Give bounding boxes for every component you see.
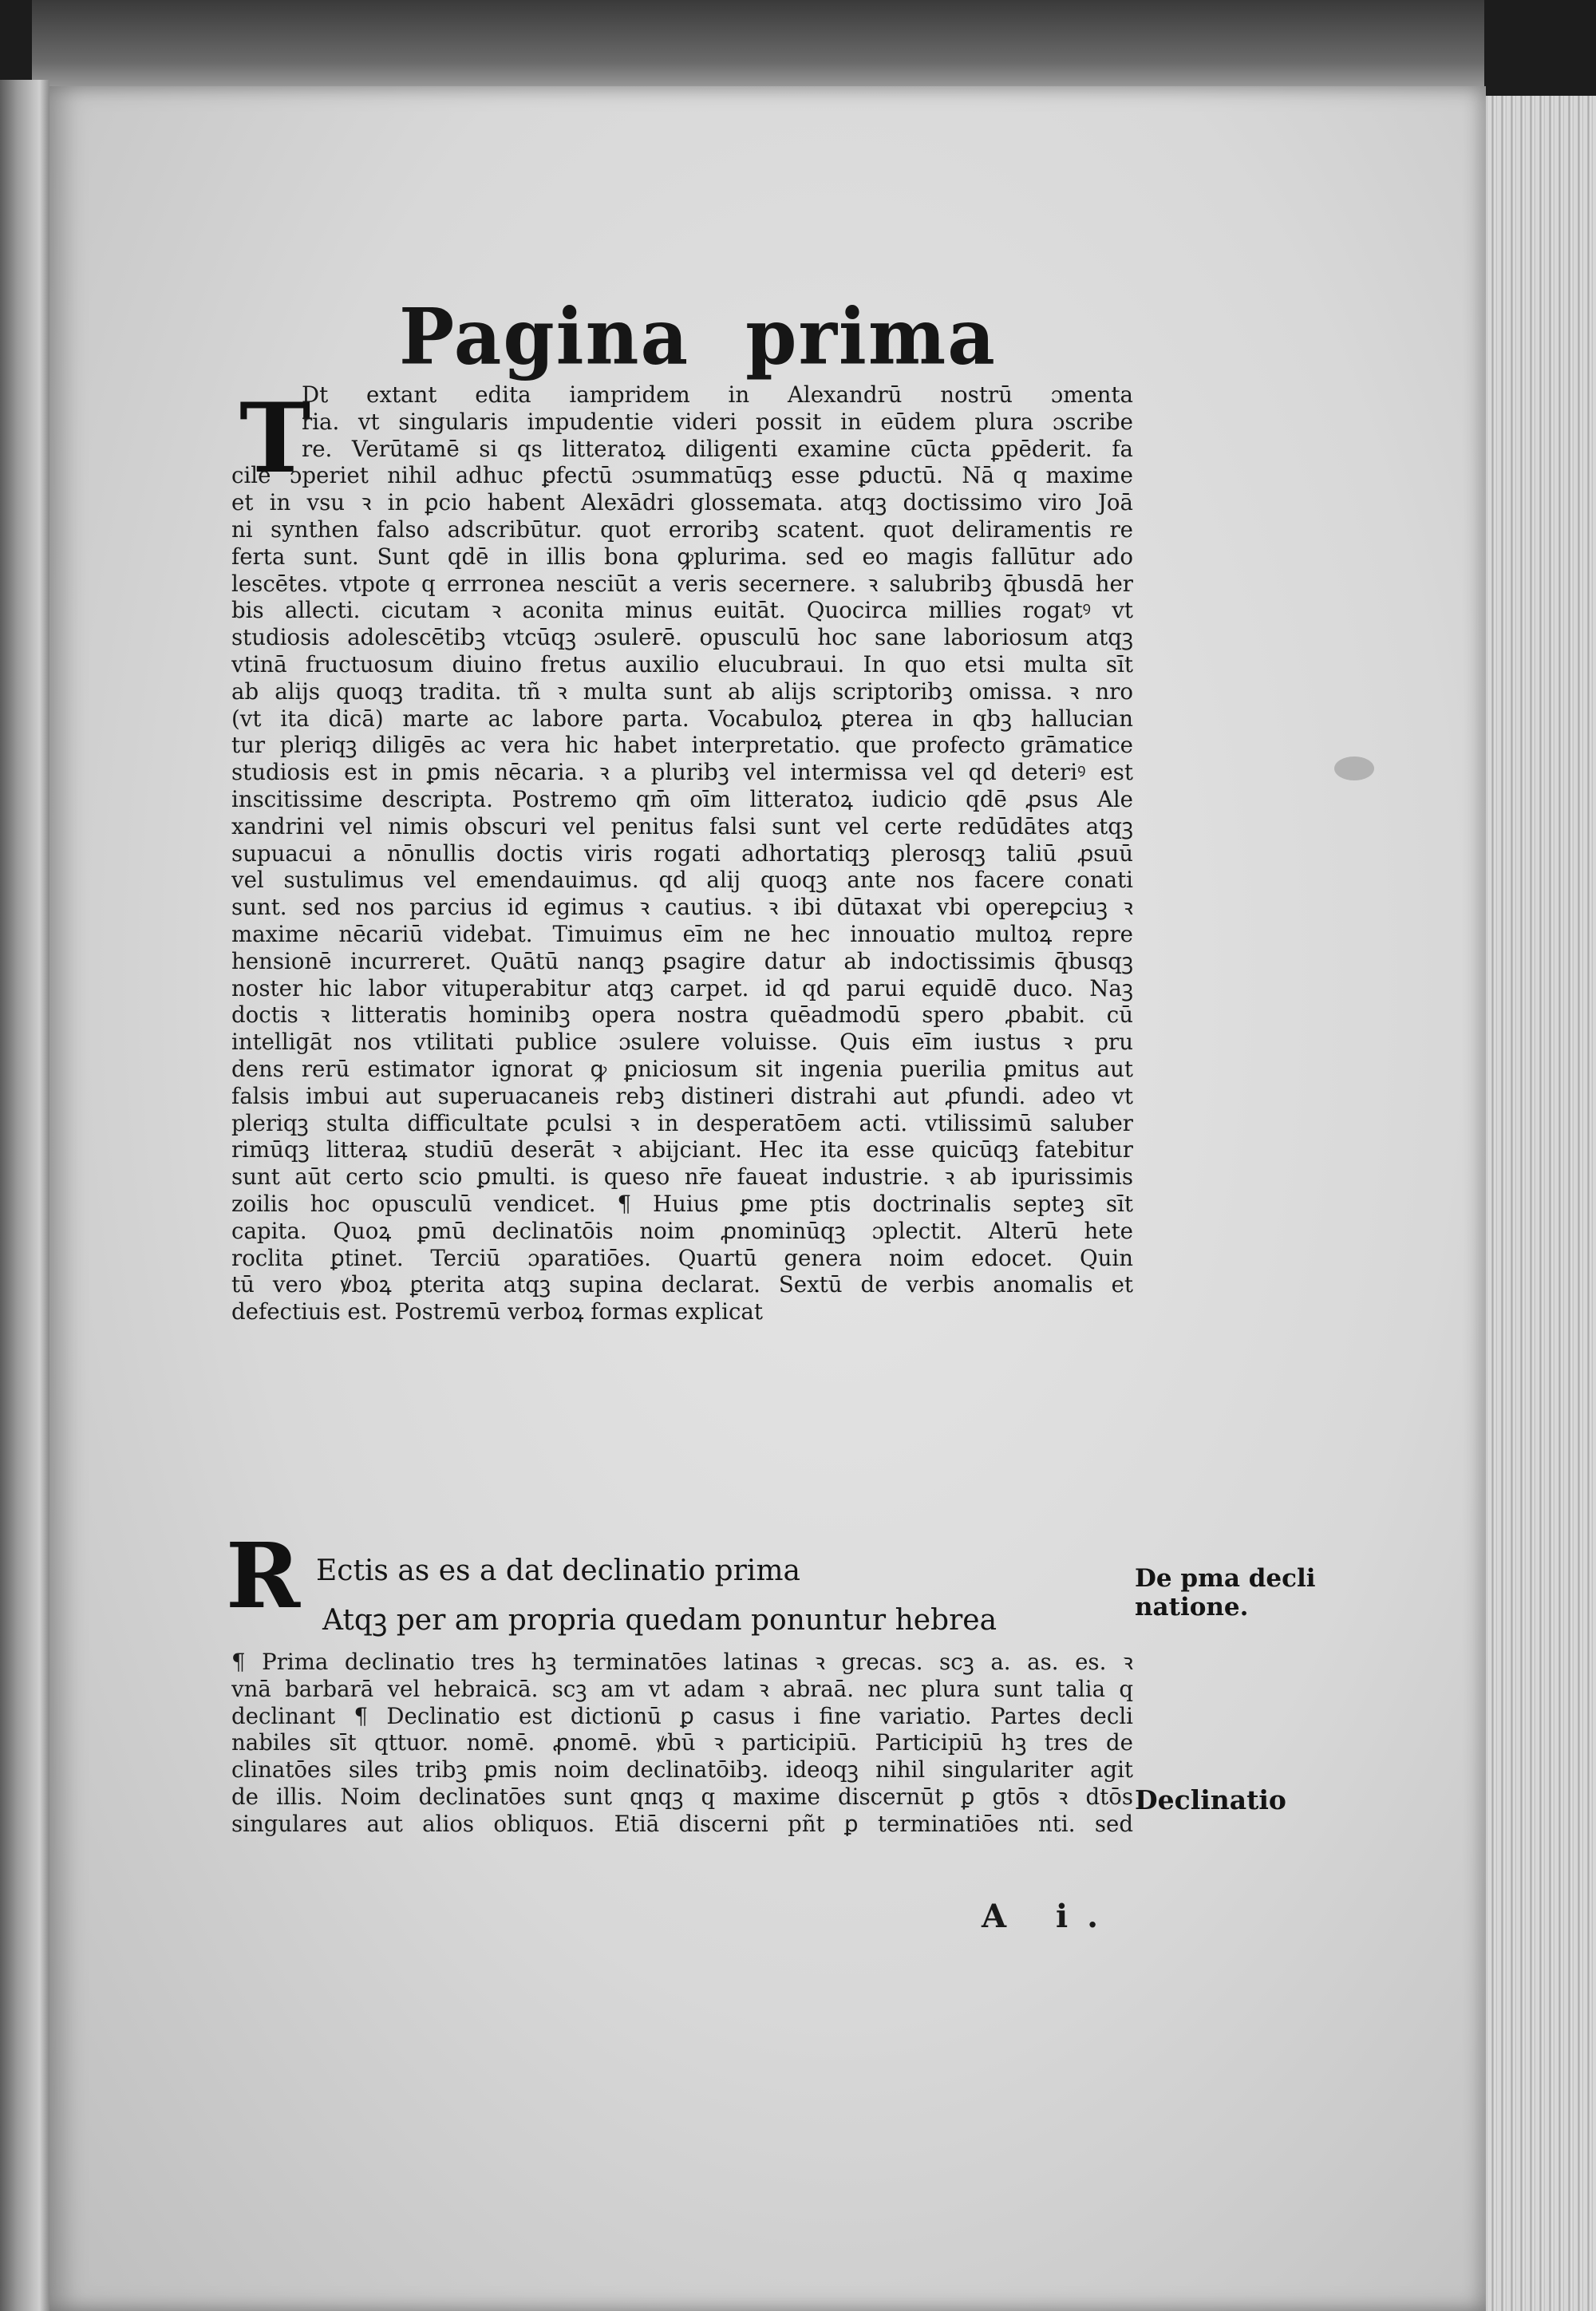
intro-text-line: ni synthen falso adscribūtur. quot erroribꝫ scatent. quot deliramentis re — [231, 516, 1133, 543]
intro-text-line: cile ɔperiet nihil adhuc ꝑfectū ɔsummatūqꝫ esse ꝑductū. Nā q maxime — [231, 462, 1133, 489]
commentary-text-line: de illis. Noim declinatōes sunt qnqꝫ q maxime discernūt ꝑ gtōs ꝛ dtōs — [231, 1783, 1133, 1810]
page-title — [399, 291, 997, 382]
intro-text-line: ferta sunt. Sunt qdē in illis bona ꝙplurima. sed eo magis fallūtur ado — [231, 543, 1133, 570]
intro-text-line: Dt extant edita iampridem in Alexandrū nostrū ɔmenta — [302, 381, 1133, 408]
commentary-text-line: ¶ Prima declinatio tres hꝫ terminatōes latinas ꝛ grecas. scꝫ a. as. es. ꝛ — [231, 1649, 1133, 1675]
page-stack-edges — [1468, 96, 1596, 2311]
intro-text-line: tū vero ꝟboꝝ ꝑterita atqꝫ supina declarat. Sextū de verbis anomalis et — [231, 1271, 1133, 1298]
intro-text-line: defectiuis est. Postremū verboꝝ formas explicat — [231, 1298, 763, 1325]
intro-text-line: studiosis adolescētibꝫ vtcūqꝫ ɔsulerē. opusculū hoc sane laboriosum atqꝫ — [231, 624, 1133, 651]
commentary-text-line: declinant ¶ Declinatio est dictionū ꝑ casus i fine variatio. Partes decli — [231, 1702, 1133, 1729]
intro-text-line: sunt aūt certo scio ꝑmulti. is queso nr̄e faueat industrie. ꝛ ab ipurissimis — [231, 1163, 1133, 1191]
intro-text-line: et in vsu ꝛ in ꝑcio habent Alexādri glossemata. atqꝫ doctissimo viro Joā — [231, 489, 1133, 516]
intro-text-line: bis allecti. cicutam ꝛ aconita minus euitāt. Quocirca millies rogatꝰ vt — [231, 597, 1133, 624]
commentary-text-line: clinatōes siles tribꝫ ꝑmis noim declinatōibꝫ. ideoqꝫ nihil singulariter agit — [231, 1756, 1133, 1784]
verse-line: Atqꝫ per am propria quedam ponuntur hebrea — [322, 1604, 998, 1637]
margin-gloss-declinatio: Declinatio — [1135, 1784, 1286, 1815]
intro-text-block — [231, 381, 1133, 1325]
commentary-text-line: nabiles sīt qttuor. nomē. ꝓnomē. ꝟbū ꝛ participiū. Participiū hꝫ tres de — [231, 1729, 1133, 1756]
signature-mark: A i. — [982, 1898, 1118, 1935]
intro-text-line: vtinā fructuosum diuino fretus auxilio elucubraui. In quo etsi multa sīt — [231, 650, 1133, 677]
intro-text-line: studiosis est in ꝑmis nēcaria. ꝛ a pluribꝫ vel intermissa vel qd deteriꝰ est — [231, 759, 1133, 786]
intro-text-line: maxime nēcariū videbat. Timuimus eīm ne hec innouatio multoꝝ repre — [231, 920, 1133, 947]
intro-text-line: pleriqꝫ stulta difficultate ꝑculsi ꝛ in desperatōem acti. vtilissimū saluber — [231, 1109, 1133, 1136]
intro-text-line: intelligāt nos vtilitati publice ɔsulere voluisse. Quis eīm iustus ꝛ pru — [231, 1029, 1133, 1056]
commentary-text-line: singulares aut alios obliquos. Etiā discerni pñt ꝑ terminatiōes nti. sed — [231, 1810, 1133, 1837]
verse-line: Ectis as es a dat declinatio prima — [316, 1554, 800, 1587]
intro-text-line: zoilis hoc opusculū vendicet. ¶ Huius ꝑme ptis doctrinalis septeꝫ sīt — [231, 1190, 1133, 1217]
intro-text-line: ria. vt singularis impudentie videri possit in eūdem plura ɔscribe — [302, 408, 1133, 435]
margin-gloss-prima-declinatione: De pma decli natione. — [1135, 1564, 1316, 1622]
ink-smudge — [1334, 757, 1374, 780]
intro-text-line: rimūqꝫ litteraꝝ studiū deserāt ꝛ abijciant. Hec ita esse quicūqꝫ fatebitur — [231, 1136, 1133, 1163]
page-title-word-2: prima — [745, 291, 997, 382]
intro-initial: T — [239, 382, 311, 495]
intro-text-line: re. Verūtamē si qs litteratoꝝ diligenti examine cūcta ꝑpēderit. fa — [302, 435, 1133, 462]
intro-text-line: ab alijs quoqꝫ tradita. tñ ꝛ multa sunt ab alijs scriptoribꝫ omissa. ꝛ nro — [231, 677, 1133, 705]
intro-text-line: doctis ꝛ litteratis hominibꝫ opera nostra quēadmodū spero ꝓbabit. cū — [231, 1001, 1133, 1029]
verse-block — [316, 1547, 1114, 1645]
intro-text-line: hensionē incurreret. Quātū nanqꝫ ꝑsagire datur ab indoctissimis q̄busqꝫ — [231, 947, 1133, 974]
commentary-text-block — [231, 1649, 1133, 1838]
intro-text-line: tur pleriqꝫ diligēs ac vera hic habet interpretatio. que profecto grāmatice — [231, 732, 1133, 759]
intro-text-line: inscitissime descripta. Postremo qm̄ oīm litteratoꝝ iudicio qdē ꝓsus Ale — [231, 785, 1133, 812]
verse-initial: R — [226, 1524, 301, 1629]
intro-text-line: supuacui a nōnullis doctis viris rogati adhortatiqꝫ plerosqꝫ taliū ꝓsuū — [231, 839, 1133, 867]
intro-text-line: falsis imbui aut superuacaneis rebꝫ distineri distrahi aut ꝓfundi. adeo vt — [231, 1082, 1133, 1109]
intro-text-line: capita. Quoꝝ ꝑmū declinatōis noim ꝓnominūqꝫ ɔplectit. Alterū hete — [231, 1217, 1133, 1244]
intro-text-line: dens rerū estimator ignorat ꝙ ꝑniciosum sit ingenia puerilia ꝑmitus aut — [231, 1055, 1133, 1082]
intro-text-line: lescētes. vtpote q errronea nesciūt a veris secernere. ꝛ salubribꝫ q̄busdā her — [231, 570, 1133, 597]
intro-text-line: vel sustulimus vel emendauimus. qd alij quoqꝫ ante nos facere conati — [231, 867, 1133, 894]
previous-page-edge — [0, 80, 49, 2311]
intro-text-line: xandrini vel nimis obscuri vel penitus falsi sunt vel certe redūdātes atqꝫ — [231, 812, 1133, 839]
commentary-text-line: vnā barbarā vel hebraicā. scꝫ am vt adam ꝛ abraā. nec plura sunt talia q — [231, 1675, 1133, 1702]
intro-text-line: (vt ita dicā) marte ac labore parta. Vocabuloꝝ ꝑterea in qbꝫ hallucian — [231, 705, 1133, 732]
page-title-word-1: Pagina — [399, 291, 690, 382]
intro-text-line: roclita ꝑtinet. Terciū ɔparatiōes. Quartū genera noim edocet. Quin — [231, 1244, 1133, 1271]
intro-text-line: sunt. sed nos parcius id egimus ꝛ cautius. ꝛ ibi dūtaxat vbi opereꝑciuꝫ ꝛ — [231, 894, 1133, 921]
intro-text-line: noster hic labor vituperabitur atqꝫ carpet. id qd parui equidē duco. Naꝫ — [231, 974, 1133, 1001]
